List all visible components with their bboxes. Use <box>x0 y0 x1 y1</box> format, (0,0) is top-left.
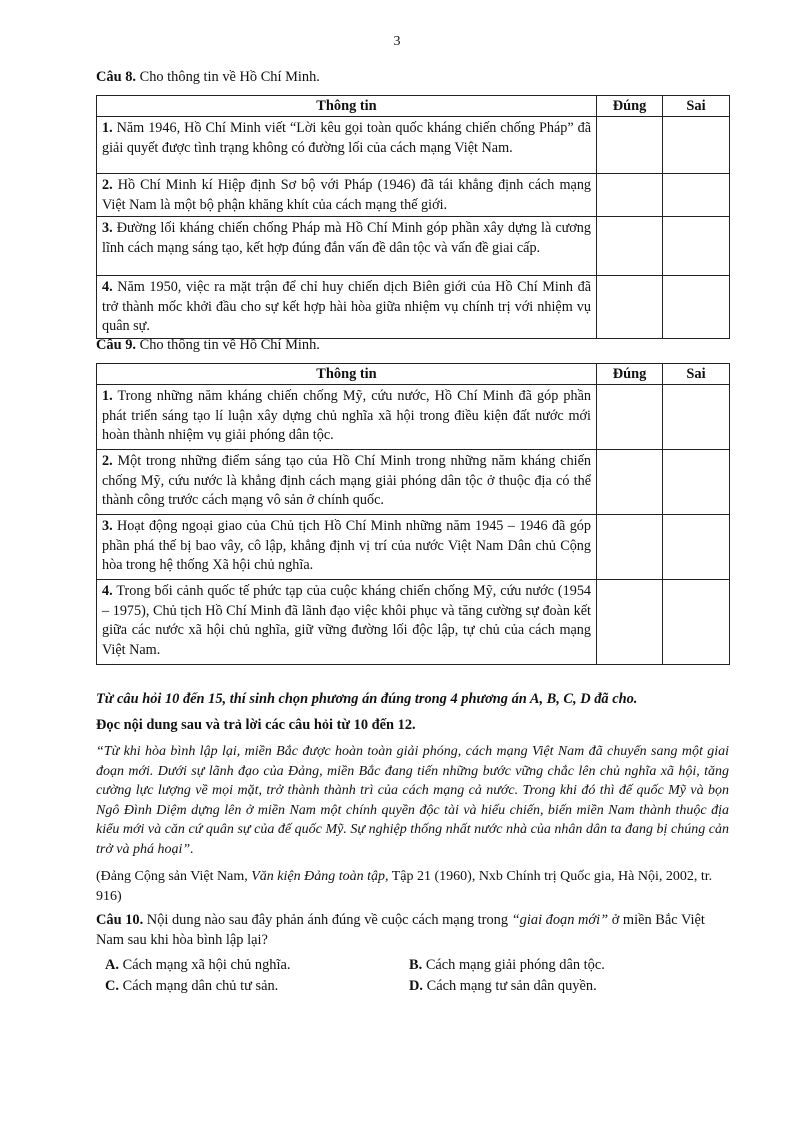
table-header-row <box>97 96 730 117</box>
option-text: Cách mạng dân chủ tư sản. <box>122 978 279 994</box>
option-text: Cách mạng xã hội chủ nghĩa. <box>122 957 291 973</box>
statement-text: Năm 1946, Hồ Chí Minh viết “Lời kêu gọi toàn quốc kháng chiến chống Pháp” đã giải quyết được tình trạng không có đường lối của cách mạng Việt Nam. <box>102 120 592 156</box>
statement <box>97 174 597 217</box>
answer-true-cell[interactable] <box>597 385 663 450</box>
statement <box>97 217 597 276</box>
statement-text: Trong những năm kháng chiến chống Mỹ, cứu nước, Hồ Chí Minh đã góp phần phát triển sáng tạo lí luận xây dựng chủ nghĩa xã hội trong điều kiện đất nước mới hoàn thành nhiệm vụ giải phóng dân tộc. <box>102 388 592 444</box>
table-row <box>97 450 730 515</box>
answer-true-cell[interactable] <box>597 117 663 174</box>
table-row <box>97 276 730 339</box>
statement-text: Trong bối cảnh quốc tế phức tạp của cuộc kháng chiến chống Mỹ, cứu nước (1954 – 1975), Chủ tịch Hồ Chí Minh đã lãnh đạo việc khôi phục và tăng cường sự đoàn kết giữa các nước xã hội chủ nghĩa, giữ vững đường lối độc lập, tự chủ của cách mạng Việt Nam. <box>102 583 592 658</box>
reading-quote: “Từ khi hòa bình lập lại, miền Bắc được hoàn toàn giải phóng, cách mạng Việt Nam đã chuyển sang một giai đoạn mới. Dưới sự lãnh đạo của Đảng, miền Bắc đang tiến những bước vững chắc lên chủ nghĩa xã hội, tăng cường lực lượng về mọi mặt, trở thành thành trì của cách mạng cả nước. Trong khi đó thì đế quốc Mỹ và bọn Ngô Đình Diệm dựng lên ở miền Nam một chính quyền độc tài và hiếu chiến, biến miền Nam thành thuộc địa kiểu mới và căn cứ quân sự của đế quốc Mỹ. Sự nghiệp thống nhất nước nhà của nhân dân ta đang bị chúng cản trở và phá hoại”. <box>96 744 729 857</box>
answer-false-cell[interactable] <box>663 217 730 276</box>
table-row <box>97 117 730 174</box>
option-letter: A. <box>105 957 119 973</box>
question-10-text-before: Nội dung nào sau đây phản ánh đúng về cuộc cách mạng trong <box>146 912 512 928</box>
header-info: Thông tin <box>97 364 597 385</box>
question-10 <box>96 911 729 950</box>
statement <box>97 450 597 515</box>
table-row <box>97 385 730 450</box>
statement-text: Một trong những điểm sáng tạo của Hồ Chí Minh trong những năm kháng chiến chống Mỹ, cứu nước là khẳng định cách mạng giải phóng dân tộc ở thuộc địa có thể thành công trước cách mạng vô sản ở chính quốc. <box>102 453 591 509</box>
statement-number: 2. <box>102 177 113 193</box>
question-9-label: Câu 9. <box>96 337 136 353</box>
option-a[interactable] <box>105 957 290 974</box>
table-row <box>97 174 730 217</box>
quote-source <box>96 867 729 906</box>
statement-number: 3. <box>102 220 113 237</box>
option-c[interactable] <box>105 978 278 995</box>
statement <box>97 117 597 174</box>
statement-number: 4. <box>102 279 113 296</box>
statement-text: Hoạt động ngoại giao của Chủ tịch Hồ Chí Minh những năm 1945 – 1946 đã góp phần phá thế bị bao vây, cô lập, khẳng định vị trí của nước Việt Nam Dân chủ Cộng hòa trong hệ thống Xã hội chủ nghĩa. <box>102 518 591 574</box>
option-letter: D. <box>409 978 423 994</box>
answer-false-cell[interactable] <box>663 276 730 339</box>
table-row <box>97 580 730 665</box>
statement <box>97 580 597 665</box>
table-row <box>97 217 730 276</box>
header-false: Sai <box>663 96 730 117</box>
answer-true-cell[interactable] <box>597 217 663 276</box>
option-text: Cách mạng tư sản dân quyền. <box>426 978 597 994</box>
answer-false-cell[interactable] <box>663 174 730 217</box>
source-title: Văn kiện Đảng toàn tập <box>251 869 385 884</box>
statement-text: Hồ Chí Minh kí Hiệp định Sơ bộ với Pháp (1946) đã tái khẳng định cách mạng Việt Nam là một bộ phận khăng khít của cách mạng thế giới. <box>102 177 592 213</box>
option-b[interactable] <box>409 957 605 974</box>
question-9-table <box>96 363 730 665</box>
answer-false-cell[interactable] <box>663 117 730 174</box>
page-number: 3 <box>393 34 401 49</box>
option-letter: C. <box>105 978 119 994</box>
table-header-row <box>97 364 730 385</box>
option-letter: B. <box>409 957 423 973</box>
answer-false-cell[interactable] <box>663 450 730 515</box>
header-true: Đúng <box>597 96 663 117</box>
answer-true-cell[interactable] <box>597 174 663 217</box>
answer-true-cell[interactable] <box>597 276 663 339</box>
question-10-text-after: ở miền Bắc Việt Nam sau khi hòa bình lập lại? <box>96 912 705 948</box>
reading-heading: Đọc nội dung sau và trả lời các câu hỏi từ 10 đến 12. <box>96 717 416 733</box>
statement <box>97 276 597 339</box>
table-row <box>97 515 730 580</box>
statement-number: 1. <box>102 120 113 136</box>
statement-number: 1. <box>102 388 113 404</box>
question-8-label: Câu 8. <box>96 69 136 85</box>
header-true: Đúng <box>597 364 663 385</box>
question-8-prompt: Cho thông tin về Hồ Chí Minh. <box>139 69 320 85</box>
statement <box>97 515 597 580</box>
source-suffix: , Tập 21 (1960), Nxb Chính trị Quốc gia, Hà Nội, 2002, tr. 916) <box>96 869 713 904</box>
answer-false-cell[interactable] <box>663 515 730 580</box>
answer-true-cell[interactable] <box>597 515 663 580</box>
option-d[interactable] <box>409 978 597 995</box>
question-10-label: Câu 10. <box>96 912 144 928</box>
section-instruction: Từ câu hỏi 10 đến 15, thí sinh chọn phương án đúng trong 4 phương án A, B, C, D đã cho. <box>96 691 638 707</box>
source-prefix: (Đảng Cộng sản Việt Nam, <box>96 869 252 884</box>
question-9-prompt: Cho thông tin về Hồ Chí Minh. <box>139 337 320 353</box>
statement-text: Đường lối kháng chiến chống Pháp mà Hồ Chí Minh góp phần xây dựng là cương lĩnh cách mạng sáng tạo, kết hợp đúng đắn vấn đề dân tộc và vấn đề giai cấp. <box>102 220 591 256</box>
statement-number: 3. <box>102 518 113 534</box>
answer-false-cell[interactable] <box>663 580 730 665</box>
header-false: Sai <box>663 364 730 385</box>
header-info: Thông tin <box>97 96 597 117</box>
question-8-table <box>96 95 730 339</box>
answer-true-cell[interactable] <box>597 580 663 665</box>
question-9-title <box>96 337 320 354</box>
answer-true-cell[interactable] <box>597 450 663 515</box>
statement <box>97 385 597 450</box>
statement-text: Năm 1950, việc ra mặt trận để chỉ huy chiến dịch Biên giới của Hồ Chí Minh đã trở thành mốc khởi đầu cho sự kết hợp hài hòa giữa nhiệm vụ chính trị với nhiệm vụ quân sự. <box>102 279 592 335</box>
answer-false-cell[interactable] <box>663 385 730 450</box>
question-10-text-italic: “giai đoạn mới” <box>511 912 609 928</box>
option-text: Cách mạng giải phóng dân tộc. <box>425 957 605 973</box>
question-8-title <box>96 69 320 86</box>
statement-number: 4. <box>102 583 113 599</box>
statement-number: 2. <box>102 453 113 469</box>
